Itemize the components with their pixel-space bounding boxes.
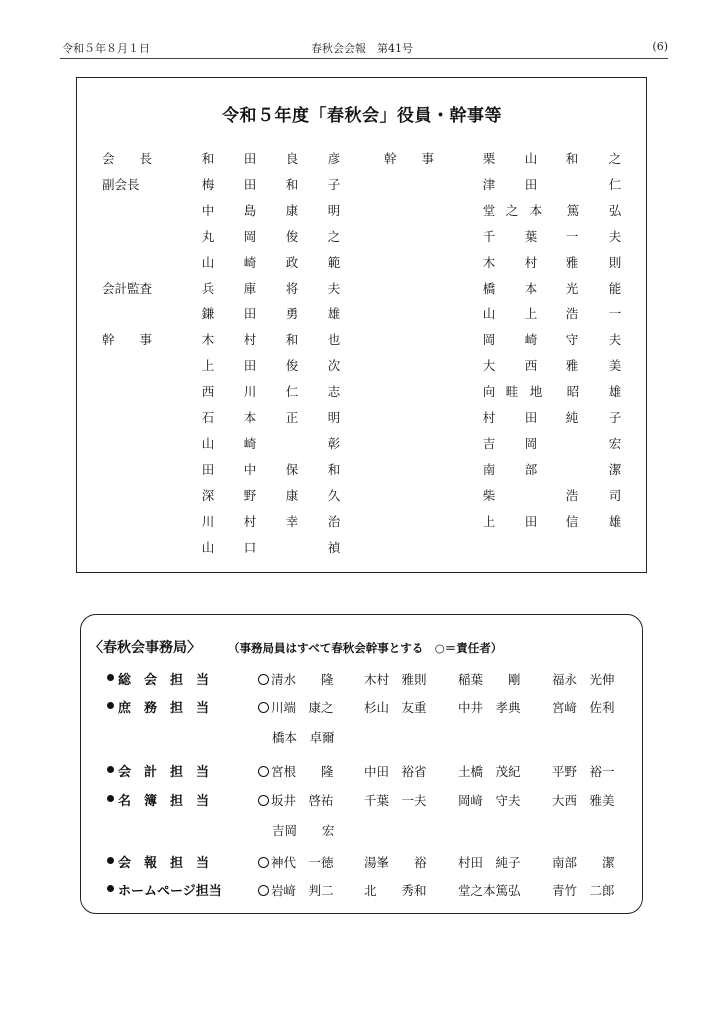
responsible-circle-icon	[258, 795, 269, 806]
responsible-member: 岩﨑 判二	[258, 881, 334, 899]
member-name: 中田 裕省	[364, 764, 427, 779]
responsible-circle-icon	[258, 857, 269, 868]
bullet-icon	[107, 674, 114, 681]
member-name: 堂之本篤弘	[458, 883, 521, 898]
bullet-icon	[107, 857, 114, 864]
header-rule	[60, 58, 668, 59]
page-number: (6)	[652, 40, 668, 53]
member-name: 土橋 茂紀	[458, 764, 521, 779]
member-name: 青竹 二郎	[552, 883, 615, 898]
responsible-member: 坂井 啓祐	[258, 791, 334, 809]
bullet-icon	[107, 885, 114, 892]
officer-role: 副会長	[102, 176, 140, 192]
responsible-member: 川端 康之	[258, 698, 334, 716]
member-name: 木村 雅則	[364, 672, 427, 687]
department-label: 総 会 担 当	[107, 669, 209, 688]
department-label: 名 簿 担 当	[107, 790, 209, 809]
member-name: 杉山 友重	[364, 700, 427, 715]
department-label: 会 計 担 当	[107, 761, 209, 780]
bullet-icon	[107, 795, 114, 802]
officers-title: 令和５年度「春秋会」役員・幹事等	[222, 106, 502, 126]
responsible-circle-icon	[258, 766, 269, 777]
officer-role: 会 長	[102, 151, 153, 166]
member-name: 平野 裕一	[552, 764, 615, 779]
issue-date: 令和５年８月１日	[62, 42, 150, 55]
department-label: 庶 務 担 当	[107, 697, 209, 716]
member-name: 岡﨑 守夫	[458, 793, 521, 808]
member-name: 橋本 卓爾	[272, 730, 335, 745]
member-name: 福永 光伸	[552, 672, 615, 687]
member-name: 中井 孝典	[458, 700, 521, 715]
member-name: 北 秀和	[364, 883, 427, 898]
responsible-member: 清水 隆	[258, 670, 334, 688]
member-name: 南部 潔	[552, 855, 615, 870]
member-name: 吉岡 宏	[272, 823, 335, 838]
responsible-circle-icon	[258, 885, 269, 896]
responsible-circle-icon	[258, 702, 269, 713]
member-name: 村田 純子	[458, 855, 521, 870]
responsible-member: 宮根 隆	[258, 762, 334, 780]
officer-role: 幹 事	[102, 332, 153, 348]
officer-role: 会計監査	[102, 280, 153, 296]
responsible-circle-icon	[258, 674, 269, 685]
member-name: 湯峯 裕	[364, 855, 427, 870]
secretariat-title: 〈春秋会事務局〉	[89, 640, 201, 656]
secretariat-note: （事務局員はすべて春秋会幹事とする ○＝責任者）	[228, 641, 503, 655]
member-name: 稲葉 剛	[458, 672, 521, 687]
officer-role: 幹 事	[384, 151, 435, 166]
member-name: 大西 雅美	[552, 793, 615, 808]
department-label: ホームページ担当	[107, 880, 222, 899]
bullet-icon	[107, 702, 114, 709]
department-label: 会 報 担 当	[107, 852, 209, 871]
responsible-member: 神代 一徳	[258, 853, 334, 871]
publication-title: 春秋会会報 第41号	[311, 42, 413, 55]
member-name: 宮﨑 佐利	[552, 700, 615, 715]
bullet-icon	[107, 766, 114, 773]
member-name: 千葉 一夫	[364, 793, 427, 808]
